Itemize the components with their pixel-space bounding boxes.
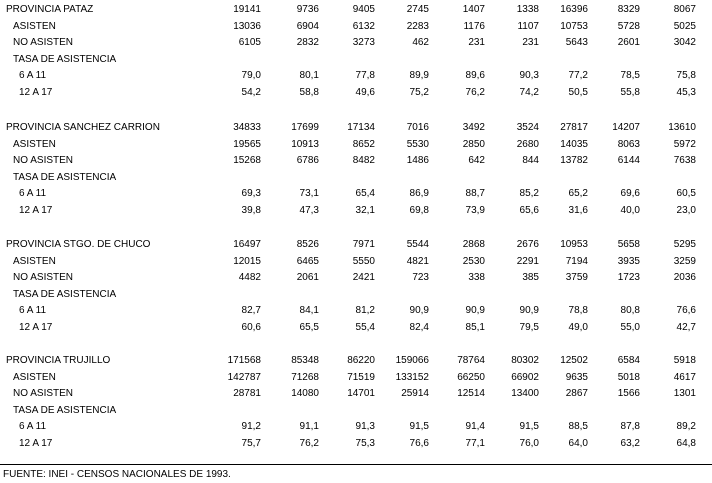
table-row [0,303,712,319]
cell-value: 2036 [673,272,696,283]
cell-value: 76,2 [465,86,485,98]
cell-value: 6144 [617,155,640,166]
cell-value: 1338 [516,4,539,15]
cell-value: 14035 [560,138,588,150]
cell-value: 12015 [233,255,261,267]
cell-value: 2061 [296,272,319,283]
cell-value: 9736 [296,4,319,15]
cell-value: 231 [522,37,539,48]
cell-value: 50,5 [568,86,588,98]
cell-value: 13036 [233,20,261,32]
cell-value: 9635 [565,371,588,383]
table-row [0,386,712,402]
cell-value: 76,2 [299,437,319,449]
table-row [0,370,712,386]
cell-value: 1301 [673,388,696,399]
cell-value: 171568 [227,355,261,366]
cell-value: 8482 [352,155,375,166]
cell-value: 5530 [406,138,429,150]
cell-value: 1486 [406,155,429,166]
cell-value: 462 [412,37,429,48]
table-row [0,203,712,219]
row-label: 12 A 17 [19,86,53,98]
cell-value: 3524 [516,122,539,133]
cell-value: 66902 [511,371,539,383]
cell-value: 1107 [517,20,539,32]
cell-value: 10953 [560,239,588,250]
cell-value: 642 [468,155,485,166]
cell-value: 64,8 [676,437,696,449]
cell-value: 3492 [462,122,485,133]
cell-value: 60,5 [676,188,696,199]
cell-value: 23,0 [676,204,696,216]
cell-value: 55,0 [620,321,640,333]
cell-value: 5025 [673,20,696,32]
cell-value: 2850 [462,138,485,150]
cell-value: 86220 [347,355,375,366]
cell-value: 159066 [395,355,429,366]
cell-value: 5018 [617,371,640,383]
table-row [0,153,712,169]
cell-value: 79,0 [241,70,261,81]
row-label: NO ASISTEN [13,388,74,399]
cell-value: 91,4 [465,421,485,432]
row-label: PROVINCIA SANCHEZ CARRION [6,122,160,133]
cell-value: 13782 [560,155,588,166]
cell-value: 65,5 [299,321,319,333]
row-label: NO ASISTEN [13,272,74,283]
cell-value: 14701 [347,388,375,399]
table-row [0,436,712,452]
cell-value: 6132 [352,20,375,32]
cell-value: 75,8 [676,70,696,81]
cell-value: 39,8 [241,204,261,216]
cell-value: 91,5 [409,421,429,432]
cell-value: 844 [522,155,539,166]
cell-value: 10913 [291,138,319,150]
cell-value: 90,9 [519,305,539,316]
cell-value: 5544 [406,239,429,250]
cell-value: 40,0 [620,204,640,216]
cell-value: 142787 [227,371,261,383]
row-label: PROVINCIA PATAZ [6,4,94,15]
cell-value: 77,1 [465,437,485,449]
row-label: NO ASISTEN [13,155,74,166]
cell-value: 5550 [352,255,375,267]
cell-value: 2745 [406,4,429,15]
cell-value: 3935 [617,255,640,267]
cell-value: 2867 [565,388,588,399]
rate-header-row [0,52,712,68]
cell-value: 6786 [296,155,319,166]
cell-value: 71268 [291,371,319,383]
cell-value: 19141 [233,4,261,15]
cell-value: 90,9 [465,305,485,316]
cell-value: 54,2 [241,86,261,98]
row-label: TASA DE ASISTENCIA [13,171,117,183]
rate-header-row [0,287,712,303]
cell-value: 49,0 [568,321,588,333]
cell-value: 1176 [463,20,485,32]
rate-header-row [0,170,712,186]
cell-value: 7016 [406,122,429,133]
cell-value: 81,2 [355,305,375,316]
row-label: 6 A 11 [19,188,47,199]
cell-value: 47,3 [299,204,319,216]
cell-value: 34833 [233,122,261,133]
cell-value: 27817 [560,122,588,133]
cell-value: 91,5 [519,421,539,432]
cell-value: 5972 [673,138,696,150]
province-total-row [0,2,712,18]
cell-value: 7638 [673,155,696,166]
cell-value: 87,8 [620,421,640,432]
cell-value: 1723 [617,272,640,283]
province-total-row [0,120,712,136]
table-row [0,19,712,35]
cell-value: 90,3 [519,70,539,81]
cell-value: 6584 [617,355,640,366]
cell-value: 55,4 [355,321,375,333]
row-label: ASISTEN [13,371,56,383]
row-label: ASISTEN [13,20,56,32]
row-label: TASA DE ASISTENCIA [13,288,117,300]
rate-header-row [0,403,712,419]
cell-value: 8652 [352,138,375,150]
cell-value: 13400 [511,388,539,399]
cell-value: 5728 [617,20,640,32]
cell-value: 17134 [347,122,375,133]
cell-value: 3259 [673,255,696,267]
row-label: TASA DE ASISTENCIA [13,53,117,65]
cell-value: 90,9 [409,305,429,316]
cell-value: 80,1 [299,70,319,81]
cell-value: 14080 [291,388,319,399]
cell-value: 8329 [617,4,640,15]
row-label: 6 A 11 [19,421,47,432]
cell-value: 63,2 [620,437,640,449]
table-row [0,68,712,84]
table-row [0,85,712,101]
cell-value: 85,2 [519,188,539,199]
cell-value: 42,7 [676,321,696,333]
cell-value: 86,9 [409,188,429,199]
cell-value: 5643 [565,37,588,48]
cell-value: 6904 [296,20,319,32]
cell-value: 91,1 [299,421,319,432]
cell-value: 1407 [462,4,485,15]
cell-value: 3759 [565,272,588,283]
cell-value: 73,9 [465,204,485,216]
row-label: 6 A 11 [19,305,47,316]
cell-value: 19565 [233,138,261,150]
row-label: 12 A 17 [19,204,53,216]
cell-value: 65,6 [519,204,539,216]
cell-value: 2291 [516,255,539,267]
footer-divider [0,464,712,465]
source-note: FUENTE: INEI - CENSOS NACIONALES DE 1993. [3,469,231,480]
cell-value: 2421 [352,272,375,283]
cell-value: 385 [522,272,539,283]
cell-value: 65,2 [568,188,588,199]
cell-value: 8067 [673,4,696,15]
cell-value: 4482 [238,272,261,283]
table-row [0,137,712,153]
cell-value: 60,6 [241,321,261,333]
cell-value: 17699 [291,122,319,133]
row-label: TASA DE ASISTENCIA [13,404,117,416]
province-total-row [0,353,712,369]
cell-value: 338 [468,272,485,283]
cell-value: 78,8 [568,305,588,316]
cell-value: 8063 [617,138,640,150]
cell-value: 28781 [233,388,261,399]
cell-value: 79,5 [519,321,539,333]
cell-value: 85,1 [465,321,485,333]
cell-value: 14207 [612,122,640,133]
cell-value: 84,1 [299,305,319,316]
cell-value: 2676 [516,239,539,250]
cell-value: 15268 [233,155,261,166]
cell-value: 2868 [462,239,485,250]
cell-value: 58,8 [299,86,319,98]
cell-value: 7194 [565,255,588,267]
cell-value: 45,3 [676,86,696,98]
table-row [0,419,712,435]
cell-value: 5295 [673,239,696,250]
cell-value: 64,0 [568,437,588,449]
row-label: 12 A 17 [19,321,53,333]
cell-value: 16497 [233,239,261,250]
cell-value: 3273 [352,37,375,48]
cell-value: 2530 [462,255,485,267]
cell-value: 12514 [457,388,485,399]
cell-value: 2283 [406,20,429,32]
cell-value: 75,3 [355,437,375,449]
cell-value: 5658 [617,239,640,250]
table-row [0,186,712,202]
cell-value: 9405 [352,4,375,15]
cell-value: 2601 [617,37,640,48]
cell-value: 723 [412,272,429,283]
cell-value: 74,2 [519,86,539,98]
cell-value: 4617 [673,371,696,383]
cell-value: 75,2 [409,86,429,98]
cell-value: 69,8 [409,204,429,216]
cell-value: 88,7 [465,188,485,199]
cell-value: 231 [468,37,485,48]
cell-value: 80,8 [620,305,640,316]
row-label: NO ASISTEN [13,37,74,48]
cell-value: 4821 [406,255,429,267]
cell-value: 76,0 [519,437,539,449]
cell-value: 82,7 [241,305,261,316]
cell-value: 78,5 [620,70,640,81]
table-row [0,35,712,51]
cell-value: 89,9 [409,70,429,81]
cell-value: 89,2 [676,421,696,432]
cell-value: 12502 [560,355,588,366]
cell-value: 73,1 [299,188,319,199]
cell-value: 55,8 [620,86,640,98]
cell-value: 133152 [395,371,429,383]
row-label: ASISTEN [13,255,56,267]
cell-value: 2832 [296,37,319,48]
row-label: PROVINCIA STGO. DE CHUCO [6,239,151,250]
cell-value: 6105 [238,37,261,48]
cell-value: 10753 [560,20,588,32]
cell-value: 85348 [291,355,319,366]
cell-value: 77,2 [568,70,588,81]
cell-value: 88,5 [568,421,588,432]
cell-value: 16396 [560,4,588,15]
cell-value: 76,6 [409,437,429,449]
cell-value: 76,6 [676,305,696,316]
cell-value: 8526 [296,239,319,250]
cell-value: 82,4 [409,321,429,333]
row-label: PROVINCIA TRUJILLO [6,355,111,366]
cell-value: 13610 [668,122,696,133]
cell-value: 75,7 [241,437,261,449]
row-label: 12 A 17 [19,437,53,449]
cell-value: 7971 [352,239,375,250]
table-row [0,254,712,270]
cell-value: 71519 [347,371,375,383]
cell-value: 1566 [617,388,640,399]
cell-value: 80302 [511,355,539,366]
cell-value: 69,6 [620,188,640,199]
cell-value: 91,3 [355,421,375,432]
cell-value: 5918 [673,355,696,366]
province-total-row [0,237,712,253]
cell-value: 25914 [401,388,429,399]
cell-value: 77,8 [355,70,375,81]
cell-value: 6465 [296,255,319,267]
cell-value: 2680 [516,138,539,150]
cell-value: 91,2 [241,421,261,432]
table-row [0,320,712,336]
cell-value: 65,4 [355,188,375,199]
row-label: 6 A 11 [19,70,47,81]
cell-value: 3042 [673,37,696,48]
table-row [0,270,712,286]
cell-value: 66250 [457,371,485,383]
cell-value: 49,6 [355,86,375,98]
cell-value: 69,3 [241,188,261,199]
cell-value: 78764 [457,355,485,366]
cell-value: 31,6 [568,204,588,216]
cell-value: 32,1 [355,204,375,216]
cell-value: 89,6 [465,70,485,81]
row-label: ASISTEN [13,138,56,150]
